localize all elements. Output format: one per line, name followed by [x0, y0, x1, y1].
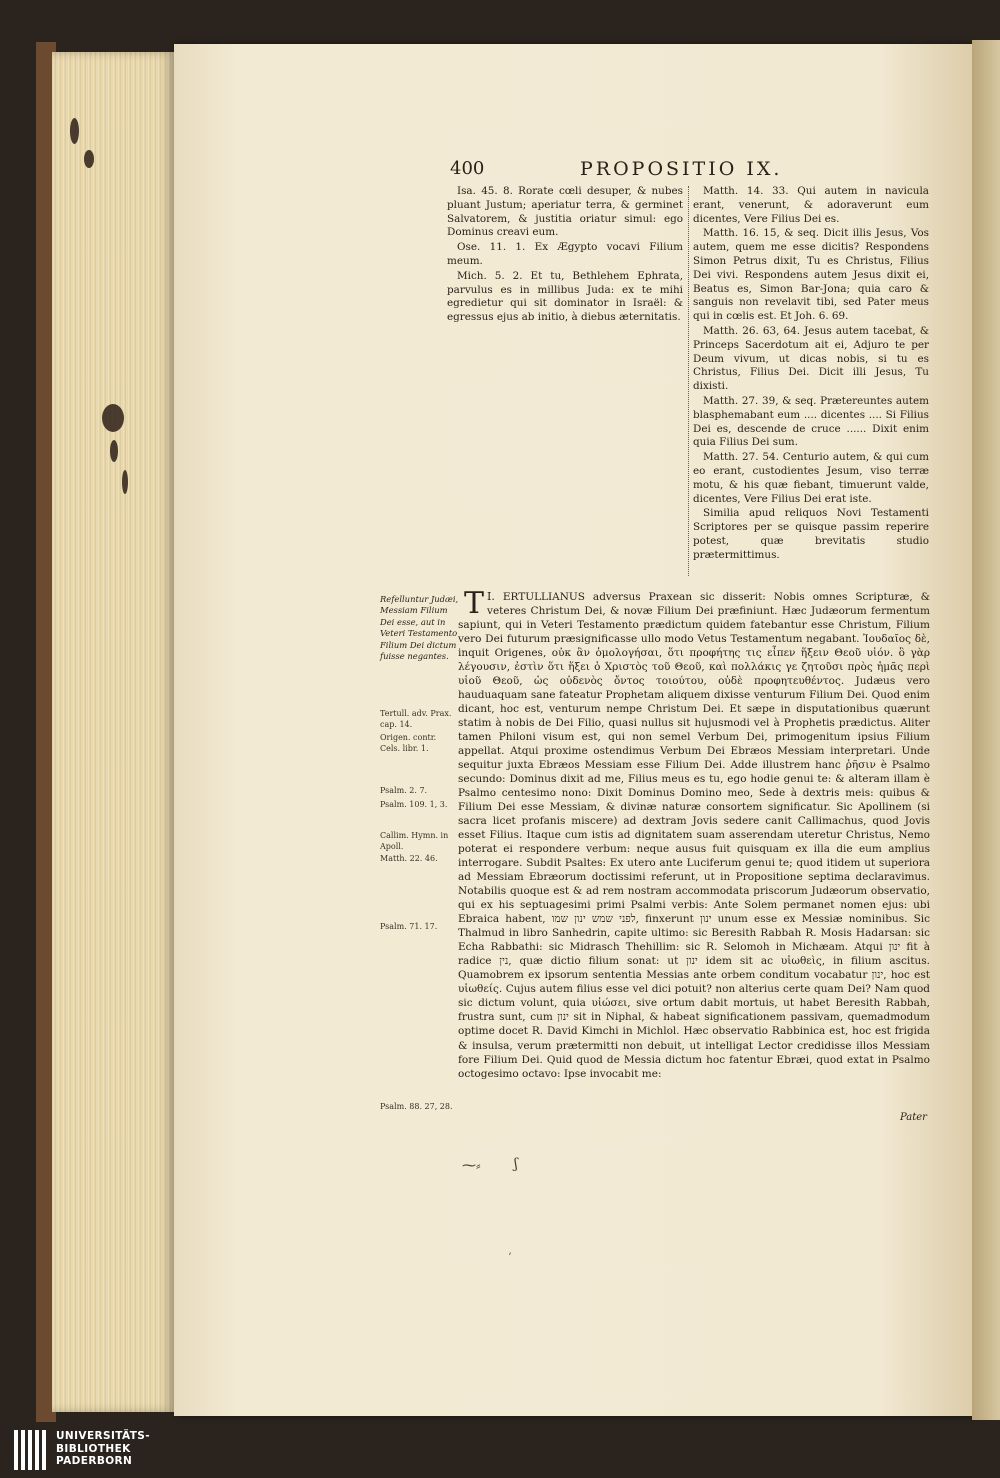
- ink-stain: [102, 404, 124, 432]
- margin-note: Psalm. 71. 17.: [380, 922, 438, 931]
- margin-summary: Refelluntur Judæi, Messiam Filium Dei esse, aut in Veteri Testamento Filium Dei dictum fuisse negantes.: [380, 594, 459, 662]
- library-logo-text: UNIVERSITÄTS- BIBLIOTHEK PADERBORN: [56, 1430, 151, 1467]
- scripture-citation: Isa. 45. 8. Rorate cœli desuper, & nubes pluant Justum; aperiatur terra, & germinet Salvatorem, & justitia oriatur simul: ego Dominus creavi eum.: [447, 185, 683, 239]
- pencil-mark: ʼ: [508, 1252, 512, 1263]
- ink-stain: [122, 470, 128, 494]
- page-title: PROPOSITIO IX.: [580, 158, 783, 180]
- page-number: 400: [450, 158, 485, 179]
- library-logo-icon: [14, 1430, 52, 1470]
- section-number: I.: [487, 590, 495, 603]
- drop-cap-initial: T: [464, 586, 485, 621]
- page-edges: [52, 52, 174, 1412]
- catchword: Pater: [900, 1112, 927, 1123]
- left-column: [447, 185, 683, 345]
- scripture-citation: Ose. 11. 1. Ex Ægypto vocavi Filium meum.: [447, 241, 683, 267]
- scripture-citation: Mich. 5. 2. Et tu, Bethlehem Ephrata, parvulus es in millibus Juda: ex te mihi egredietur qui sit dominator in Israël: & egressus ejus ab initio, à diebus æternitatis.: [447, 269, 683, 324]
- paragraph-text: ERTULLIANUS adversus Praxean sic disserit: Nobis omnes Scripturæ, & veteres Christum Dei, & novæ Filium Dei præfiniunt. Hæc Judæorum fermentum sapiunt, qui in Veteri Testamento prædictum quidem fatebantur esse Christum, Filium vero Dei futurum præsignificasse ullo modo Vetus Testamentum negabant. Ἰουδαῖος δὲ, inquit Origenes, οὐκ ἂν ὁμολογήσαι, ὅτι προφήτης τις εἶπεν ἥξειν Θεοῦ υἱόν. ὃ γὰρ λέγουσιν, ἐστὶν ὅτι ἥξει ὁ Χριστὸς τοῦ Θεοῦ, καὶ πολλάκις γε ζητοῦσι πρὸς ἡμᾶς περὶ υἱοῦ Θεοῦ, ὡς οὐδενὸς ὄντος τοιούτου, οὐδὲ προφητευθέντος. Judæus vero hauduaquam sane fateatur Prophetam aliquem dixisse venturum Filium Dei. Quod enim dicant, hoc est, venturum nempe Christum Dei. Et sæpe in disputationibus quærunt statim à nobis de Dei Filio, quasi nullus sit hujusmodi vel à Prophetis prædictus. Aliter tamen Philoni visum est, qui non semel Verbum Dei, primogenitum ipsius Filium appellat. Atqui proxime ostendimus Verbum Dei Ebræos Messiam interpretari. Unde sequitur juxta Ebræos Messiam esse Filium Dei. Adde illustrem hanc ῥῆσιν è Psalmo secundo: Dominus dixit ad me, Filius meus es tu, ego hodie genui te: & alteram illam è Psalmo centesimo nono: Dixit Dominus Domino meo, Sede à dextris meis: quibus & Filium Dei esse Messiam, & divinæ naturæ consortem significatur. Sic Apollinem (si sacra licet profanis miscere) ad dextram Jovis sedere canit Callimachus, quod Jovis esset Filius. Itaque cum istis ad dignitatem suam asserendam uteretur Christus, Nemo poterat ei respondere verbum: neque ausus fuit quisquam ex illa die eum amplius interrogare. Subdit Psaltes: Ex utero ante Luciferum genui te; quod itidem ut superiora ad Messiam Ebræorum doctissimi referunt, ut in Propositione septima declaravimus. Notabilis quoque est & ad rem nostram accommodata priscorum Judæorum observatio, qui ex his septuagesimi primi Psalmi verbis: Ante Solem permanet nomen ejus: ubi Ebraica habent, לפני שמש ינון שמו, finxerunt ינון unum esse ex Messiæ nominibus. Sic Thalmud in libro Sanhedrin, capite ultimo: sic Beresith Rabbah R. Mosis Hadarsan: sic Echa Rabbathi: sic Midrasch Thehillim: sic R. Selomoh in Michæam. Atqui ינון fit à radice נין, quæ dictio filium sonat: ut ינון idem sit ac υἱωθεὶς, in filium ascitus. Quamobrem ex ipsorum sententia Messias ante orbem conditum vocabatur ינון, hoc est υἱωθείς. Cujus autem filius esse vel dici potuit? non alterius certe quam Dei? Nam quod sic dictum volunt, quia υἱώσει, sive ortum dabit mortuis, ut habet Beresith Rabbah, frustra sunt, cum ינון sit in Niphal, & habeat significationem passivam, quemadmodum optime docet R. David Kimchi in Michlol. Hæc observatio Rabbinica est, hoc est frigida & insulsa, verum prætermitti non debuit, ut intelligat Lector credidisse illos Messiam fore Filium Dei. Quid quod de Messia dictum hoc fatentur Ebræi, quod extat in Psalmo octogesimo octavo: Ipse invocabit me:: [458, 591, 930, 1080]
- closing-remark: Similia apud reliquos Novi Testamenti Scriptores per se quisque passim reperire potest, quæ brevitatis studio prætermittimus.: [693, 507, 929, 561]
- margin-note: Callim. Hymn. in Apoll.: [380, 831, 449, 851]
- opposite-page-edge: [972, 40, 1000, 1420]
- margin-note: Psalm. 2. 7.: [380, 786, 428, 795]
- pencil-mark: ⁓⸗: [462, 1158, 481, 1174]
- ink-stain: [84, 150, 94, 168]
- library-logo: [14, 1430, 174, 1470]
- margin-note: Psalm. 88. 27, 28.: [380, 1102, 453, 1111]
- ink-stain: [70, 118, 79, 144]
- scripture-citation: Matth. 26. 63, 64. Jesus autem tacebat, & Princeps Sacerdotum ait ei, Adjuro te per Deum vivum, ut dicas nobis, si tu es Christus, Filius Dei. Dicit illi Jesus, Tu dixisti.: [693, 324, 929, 393]
- scripture-citation: Matth. 27. 39, & seq. Prætereuntes autem blasphemabant eum .... dicentes .... Si Filius Dei es, descende de cruce ...... Dixit enim quia Filius Dei sum.: [693, 394, 929, 449]
- column-divider: [688, 186, 690, 576]
- page-header: [450, 158, 950, 184]
- main-paragraph: [458, 586, 930, 1130]
- scripture-citation: Matth. 14. 33. Qui autem in navicula erant, venerunt, & adoraverunt eum dicentes, Vere Filius Dei es.: [693, 185, 929, 225]
- scripture-citation: Matth. 27. 54. Centurio autem, & qui cum eo erant, custodientes Jesum, viso terræ motu, & his quæ fiebant, timuerunt valde, dicentes, Vere Filius Dei erat iste.: [693, 451, 929, 505]
- ink-stain: [110, 440, 118, 462]
- scripture-citation: Matth. 16. 15, & seq. Dicit illis Jesus, Vos autem, quem me esse dicitis? Respondens Simon Petrus dixit, Tu es Christus, Filius Dei vivi. Respondens autem Jesus dixit ei, Beatus es, Simon Bar-Jona; quia caro & sanguis non revelavit tibi, sed Pater meus qui in cœlis est. Et Joh. 6. 69.: [693, 227, 929, 323]
- right-column: [693, 185, 929, 580]
- margin-note: Origen. contr. Cels. libr. 1.: [380, 733, 437, 753]
- pencil-mark: ʃ: [514, 1156, 518, 1172]
- margin-note: Tertull. adv. Prax. cap. 14.: [380, 709, 452, 729]
- margin-note: Matth. 22. 46.: [380, 854, 438, 863]
- margin-note: Psalm. 109. 1, 3.: [380, 800, 448, 809]
